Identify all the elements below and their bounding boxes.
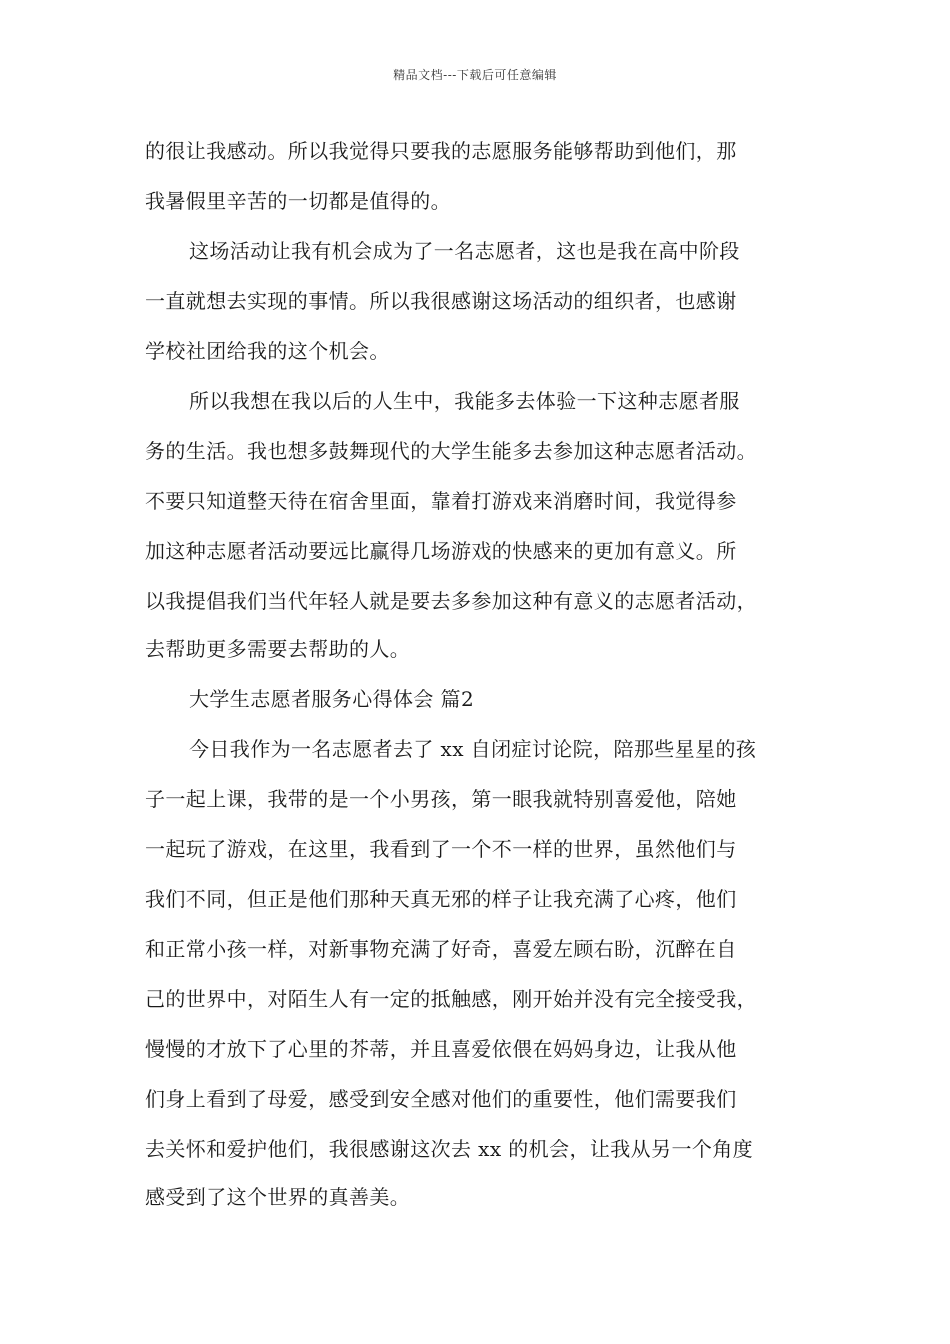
text-line: 一起玩了游戏，在这里，我看到了一个不一样的世界，虽然他们与 <box>145 837 737 861</box>
text-line: 和正常小孩一样，对新事物充满了好奇，喜爱左顾右盼，沉醉在自 <box>145 937 737 961</box>
paragraph-first-line: 所以我想在我以后的人生中，我能多去体验一下这种志愿者服 <box>189 389 740 413</box>
text-line: 去关怀和爱护他们，我很感谢这次去 xx 的机会，让我从另一个角度 <box>145 1137 754 1161</box>
page-header: 精品文档---下载后可任意编辑 <box>393 68 557 82</box>
paragraph-first-line: 今日我作为一名志愿者去了 xx 自闭症讨论院，陪那些星星的孩 <box>189 737 757 761</box>
text-line: 去帮助更多需要去帮助的人。 <box>145 637 411 661</box>
section-heading: 大学生志愿者服务心得体会 篇2 <box>189 687 475 711</box>
text-line: 子一起上课，我带的是一个小男孩，第一眼我就特别喜爱他，陪她 <box>145 787 737 811</box>
text-line: 加这种志愿者活动要远比赢得几场游戏的快感来的更加有意义。所 <box>145 539 737 563</box>
text-line: 我们不同，但正是他们那种天真无邪的样子让我充满了心疼，他们 <box>145 887 737 911</box>
text-line: 一直就想去实现的事情。所以我很感谢这场活动的组织者，也感谢 <box>145 289 737 313</box>
text-line: 感受到了这个世界的真善美。 <box>145 1185 411 1209</box>
text-line: 的很让我感动。所以我觉得只要我的志愿服务能够帮助到他们，那 <box>145 139 737 163</box>
text-line: 慢慢的才放下了心里的芥蒂，并且喜爱依偎在妈妈身边，让我从他 <box>145 1037 737 1061</box>
text-line: 不要只知道整天待在宿舍里面，靠着打游戏来消磨时间，我觉得参 <box>145 489 737 513</box>
text-line: 学校社团给我的这个机会。 <box>145 339 390 363</box>
text-line: 我暑假里辛苦的一切都是值得的。 <box>145 189 451 213</box>
text-line: 务的生活。我也想多鼓舞现代的大学生能多去参加这种志愿者活动。 <box>145 439 757 463</box>
text-line: 以我提倡我们当代年轻人就是要去多参加这种有意义的志愿者活动， <box>145 589 757 613</box>
text-line: 们身上看到了母爱，感受到安全感对他们的重要性，他们需要我们 <box>145 1087 737 1111</box>
text-line: 己的世界中，对陌生人有一定的抵触感，刚开始并没有完全接受我， <box>145 987 757 1011</box>
paragraph-first-line: 这场活动让我有机会成为了一名志愿者，这也是我在高中阶段 <box>189 239 740 263</box>
